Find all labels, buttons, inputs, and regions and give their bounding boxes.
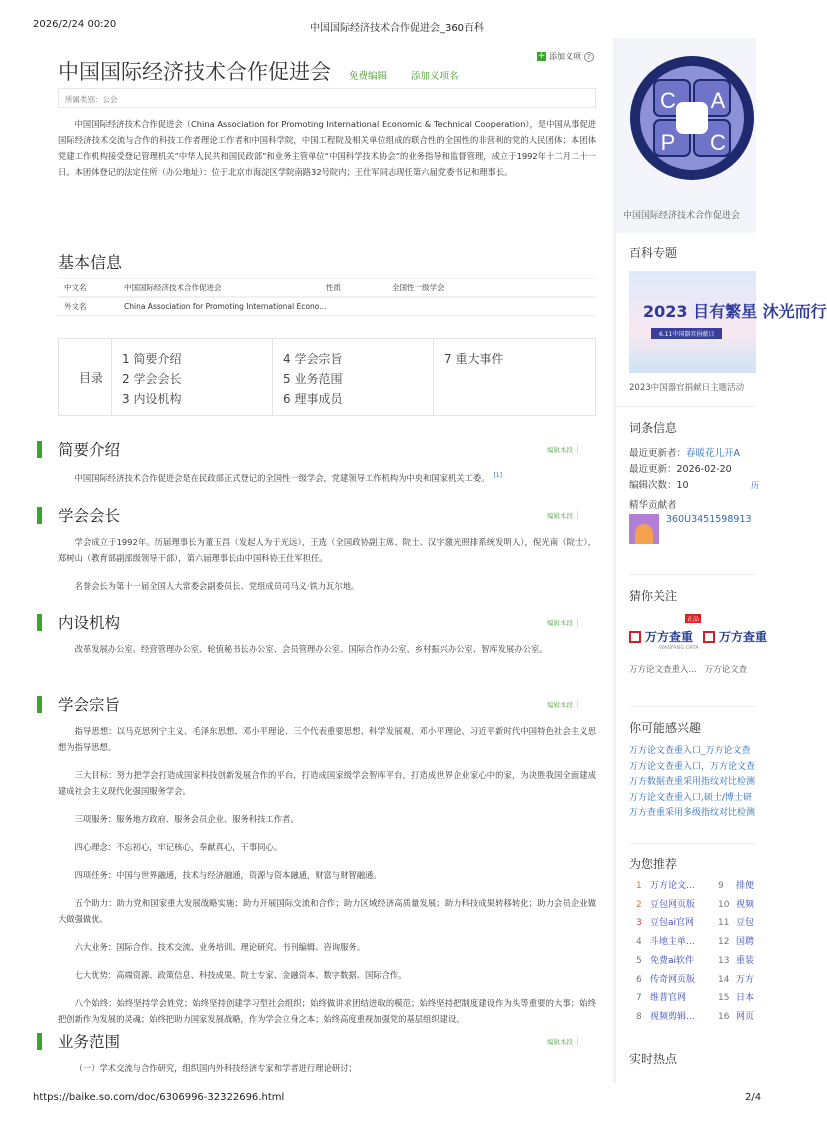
basic-info-table (58, 278, 596, 316)
add-synonym-name-link[interactable]: 添加义项名 (411, 71, 459, 82)
paragraph-text: 中国国际经济技术合作促进会是在民政部正式登记的全国性一级学会，党建领导工作机构为中央和国家机关工委。 (74, 472, 490, 483)
recommend-link[interactable]: 视频剪辑... (650, 1011, 695, 1022)
section-paragraph (58, 468, 596, 486)
section-paragraph (58, 995, 596, 1027)
section-marker (37, 696, 42, 713)
plus-icon: + (537, 51, 546, 61)
section-paragraph (58, 867, 596, 883)
section-paragraph (58, 641, 596, 657)
section-title: 内设机构 (58, 614, 121, 632)
free-edit-link[interactable]: 免费编辑 (349, 71, 388, 82)
info-value: 全国性一级学会 (392, 283, 445, 292)
rank-number: 14 (718, 974, 730, 985)
paragraph-text: 四心理念：不忘初心，牢记核心，奉献真心，干事同心。 (74, 842, 283, 852)
interest-link[interactable]: 万方论文查重入口,硕士/博士研 (629, 792, 752, 803)
recommend-link[interactable]: 豆包ai官网 (650, 918, 695, 929)
info-row (58, 278, 596, 297)
interest-link[interactable]: 万方论文查重入口_万方论文查 (629, 746, 751, 756)
rank-number: 8 (636, 1011, 642, 1022)
info-key: 性质 (326, 283, 341, 292)
rank-number: 16 (718, 1011, 730, 1022)
section-3 (37, 611, 596, 669)
topic-title: 百科专题 (629, 246, 678, 260)
section-paragraph (58, 839, 596, 855)
genuine-badge: 正品 (687, 616, 700, 623)
recommend-link[interactable]: 网页 (736, 1011, 755, 1022)
recommend-link[interactable]: 豆包网页版 (650, 899, 696, 910)
section-marker (37, 441, 42, 458)
history-link[interactable]: 历 (751, 481, 759, 490)
info-key: 中文名 (64, 283, 87, 292)
wanfang-ad[interactable] (703, 628, 767, 645)
rank-number: 3 (636, 918, 642, 929)
updater-link[interactable]: 春暖花儿开A (686, 448, 741, 459)
section-paragraph (58, 767, 596, 799)
brand-subtext: WANFANG DATA (659, 645, 699, 651)
recommend-link[interactable]: 排便 (736, 881, 755, 891)
rank-number: 11 (718, 918, 730, 929)
section-paragraph (58, 811, 596, 827)
print-page-number: 2/4 (745, 1092, 762, 1103)
section-header (37, 693, 596, 715)
rank-number: 7 (636, 993, 642, 1004)
print-page-title: 中国国际经济技术合作促进会_360百科 (309, 23, 485, 34)
contributor-link[interactable]: 360U3451598913 (666, 514, 752, 525)
brand-name: 万方查重 (719, 630, 768, 644)
brand-name: 万方查重 (645, 630, 694, 644)
recommend-link[interactable]: 万方论文... (650, 881, 695, 891)
recommend-link[interactable]: 国聘 (736, 937, 755, 948)
article-header (58, 56, 596, 86)
toc-label: 目录 (59, 339, 112, 415)
interest-title: 你可能感兴趣 (629, 721, 702, 735)
recommend-link[interactable]: 重装 (736, 955, 755, 966)
toc-item[interactable]: 6 理事成员 (283, 392, 343, 406)
contributor-avatar[interactable] (629, 514, 659, 544)
topic-banner[interactable] (629, 271, 827, 373)
last-updated: 最近更新：2026-02-20 (629, 464, 732, 475)
section-4 (37, 693, 596, 1039)
toc-item[interactable]: 1 简要介绍 (122, 352, 182, 366)
section-marker (37, 507, 42, 524)
toc-item[interactable]: 4 学会宗旨 (283, 352, 343, 366)
section-header (37, 504, 596, 526)
recommend-link[interactable]: 免费ai软件 (650, 955, 695, 966)
recommend-title: 为您推荐 (629, 857, 678, 871)
follow-title: 猜你关注 (629, 589, 678, 603)
section-paragraph (58, 578, 596, 594)
basic-info-title: 基本信息 (58, 253, 123, 272)
rank-number: 6 (636, 974, 642, 985)
toc-item[interactable]: 5 业务范围 (283, 372, 343, 386)
rank-number: 15 (718, 993, 730, 1004)
paragraph-text: 五个助力：助力党和国家重大发展战略实施；助力开展国际交流和合作；助力区域经济高质量发展；助力科技成果转移转化；助力会员企业做大做强做优。 (58, 898, 596, 924)
toc-item[interactable]: 2 学会会长 (122, 372, 182, 386)
section-marker (37, 614, 42, 631)
section-paragraph (58, 723, 596, 755)
interest-link[interactable]: 万方数据查重采用指纹对比检测 (629, 777, 756, 787)
section-paragraph (58, 939, 596, 955)
paragraph-text: 改革发展办公室、经营管理办公室、轮值秘书长办公室、会员管理办公室、国际合作办公室、乡村振兴办公室、智库发展办公室。 (74, 644, 548, 654)
updater-label: 最近更新者： (629, 448, 687, 459)
rank-number: 5 (636, 955, 642, 966)
paragraph-text: 三大目标：努力把学会打造成国家科技创新发展合作的平台，打造成国家级学会智库平台，打造成世界企业家心中的家，为决胜我国全面建成建成社会主义现代化强国服务学会。 (58, 770, 596, 796)
recommend-link[interactable]: 传奇网页版 (650, 974, 696, 985)
add-synonym-label: 添加义项 (549, 52, 581, 61)
section-paragraph (58, 534, 596, 566)
print-datetime: 2026/2/24 00:20 (33, 19, 117, 30)
print-url: https://baike.so.com/doc/6306996-32322696.html (33, 1092, 285, 1103)
section-title: 简要介绍 (58, 441, 121, 459)
capc-logo (616, 38, 756, 203)
banner-text: 2023 目有繁星 沐光而行 (643, 302, 827, 321)
section-paragraph (58, 967, 596, 983)
info-value: 中国国际经济技术合作促进会 (124, 283, 222, 292)
summary-paragraph: 中国国际经济技术合作促进会（China Association for Promoting International Economic & Technical Cooperation），是中国从事促进国际经济技术交流与合作的科技工作者理论工作者和中国科学院，中国工程院及相关单位组成的联合性的全国性的非营利的党的人民团体；本团体党建工作机构接受登记管理机关“中华人民共和国民政部”和业务主管单位“中国科学技术协会”的业务指导和监督管理，成立于1992年十二月二十一日。本团体登记的法定住所（办公地址）：位于北京市海淀区学院南路32号院内；王仕军同志现任第六届党委书记和理事长。 (58, 119, 596, 177)
interest-link[interactable]: 万方论文查重入口，万方论文查 (629, 761, 756, 772)
toc-column (434, 339, 595, 415)
contributor-label: 精华贡献者 (629, 500, 677, 511)
reference-link[interactable]: [1] (493, 472, 502, 479)
recommend-link[interactable]: 维普官网 (650, 993, 687, 1004)
info-key: 外文名 (64, 302, 87, 311)
rank-number: 2 (636, 899, 642, 910)
edit-section-button[interactable]: 编辑本段 (547, 445, 578, 454)
logo-card[interactable] (616, 38, 756, 233)
hot-title: 实时热点 (629, 1052, 678, 1066)
recommend-link[interactable]: 斗地主单... (650, 937, 695, 948)
edit-section-button[interactable]: 编辑本段 (547, 511, 578, 520)
rank-number: 1 (636, 881, 642, 891)
wanfang-ad[interactable] (629, 628, 693, 645)
rank-number: 9 (718, 881, 724, 891)
help-icon[interactable]: ? (584, 52, 594, 62)
edit-section-button[interactable]: 编辑本段 (547, 700, 578, 709)
svg-text:P: P (660, 130, 676, 155)
svg-text:A: A (710, 88, 726, 113)
topic-caption[interactable]: 2023中国器官捐献日主题活动 (629, 383, 745, 393)
section-paragraph (58, 895, 596, 927)
section-title: 学会会长 (58, 507, 121, 525)
section-title: 业务范围 (58, 1033, 121, 1051)
recommend-link[interactable]: 豆包 (736, 918, 755, 929)
paragraph-text: 七大优势：高端资源、政策信息、科技成果、院士专家、金融资本、数字数据、国际合作。 (74, 970, 407, 980)
svg-text:C: C (660, 88, 676, 113)
paragraph-text: 八个始终：始终坚持学会姓党；始终坚持创建学习型社会组织；始终做讲求团结进取的模范；始终坚持把制度建设作为头等重要的大事；始终把创新作为发展的灵魂；始终把助力国家发展战略，作为学会立身之本；始终高度重视加强党的基层组织建设。 (58, 998, 596, 1024)
page-title: 中国国际经济技术合作促进会 (58, 60, 331, 84)
section-header (37, 1030, 596, 1052)
section-title: 学会宗旨 (58, 696, 121, 714)
svg-text:C: C (710, 130, 726, 155)
info-row (58, 297, 596, 316)
paragraph-text: 三项服务：服务地方政府、服务会员企业、服务科技工作者。 (74, 814, 299, 824)
info-value: China Association for Promoting International Econo... (124, 302, 327, 311)
section-5 (37, 1030, 596, 1088)
edit-section-button[interactable]: 编辑本段 (547, 618, 578, 627)
edit-section-button[interactable]: 编辑本段 (547, 1037, 578, 1046)
paragraph-text: 六大业务：国际合作、技术交流、业务培训、理论研究、书刊编辑、咨询服务。 (74, 942, 365, 952)
paragraph-text: 指导思想：以马克思列宁主义、毛泽东思想、邓小平理论、三个代表重要思想、科学发展观、邓小平理论、习近平新时代中国特色社会主义思想为指导思想。 (58, 726, 596, 752)
rank-number: 13 (718, 955, 730, 966)
section-header (37, 438, 596, 460)
follow-item[interactable]: 万方论文查重入... (629, 665, 697, 675)
rank-number: 12 (718, 937, 730, 948)
recommend-link[interactable]: 万方 (736, 974, 755, 985)
paragraph-text: 名誉会长为第十一届全国人大常委会副委员长、党组成员司马义·铁力瓦尔地。 (74, 581, 360, 591)
wanfang-logo-icon (703, 631, 715, 643)
paragraph-text: （一）学术交流与合作研究，组织国内外科技经济专家和学者进行理论研讨； (74, 1063, 357, 1073)
table-of-contents (58, 338, 596, 416)
add-synonym-button[interactable] (537, 51, 594, 62)
paragraph-text: 四项任务：中国与世界融通，技术与经济融通，资源与资本融通，财富与财智融通。 (74, 870, 382, 880)
rank-number: 10 (718, 899, 730, 910)
recommend-link[interactable]: 日本 (736, 993, 755, 1004)
toc-item[interactable]: 7 重大事件 (444, 352, 504, 366)
section-1 (37, 438, 596, 498)
section-marker (37, 1033, 42, 1050)
category-label: 所属类别：公会 (58, 88, 596, 108)
section-2 (37, 504, 596, 606)
follow-item[interactable]: 万方论文查 (704, 665, 748, 675)
section-header (37, 611, 596, 633)
section-paragraph (58, 1060, 596, 1076)
wanfang-logo-icon (629, 631, 641, 643)
recommend-link[interactable]: 视频 (736, 899, 755, 910)
edit-count: 编辑次数：10 (629, 480, 689, 491)
paragraph-text: 学会成立于1992年。历届理事长为董玉昌（发起人为于光远），王选（全国政协副主席、院士、汉字激光照排系统发明人），倪光南（院士），郑树山（教育部副部级领导干部），第六届理事长由中国科协王仕军担任。 (58, 537, 596, 563)
logo-caption: 中国国际经济技术合作促进会 (623, 211, 741, 221)
entry-info-title: 词条信息 (629, 421, 678, 435)
interest-link[interactable]: 万方查重采用多级指纹对比检测 (629, 808, 756, 818)
banner-subtext: 6.11中国器官捐献日 (651, 328, 722, 339)
toc-column (112, 339, 273, 415)
toc-item[interactable]: 3 内设机构 (122, 392, 182, 406)
toc-column (273, 339, 434, 415)
rank-number: 4 (636, 937, 642, 948)
